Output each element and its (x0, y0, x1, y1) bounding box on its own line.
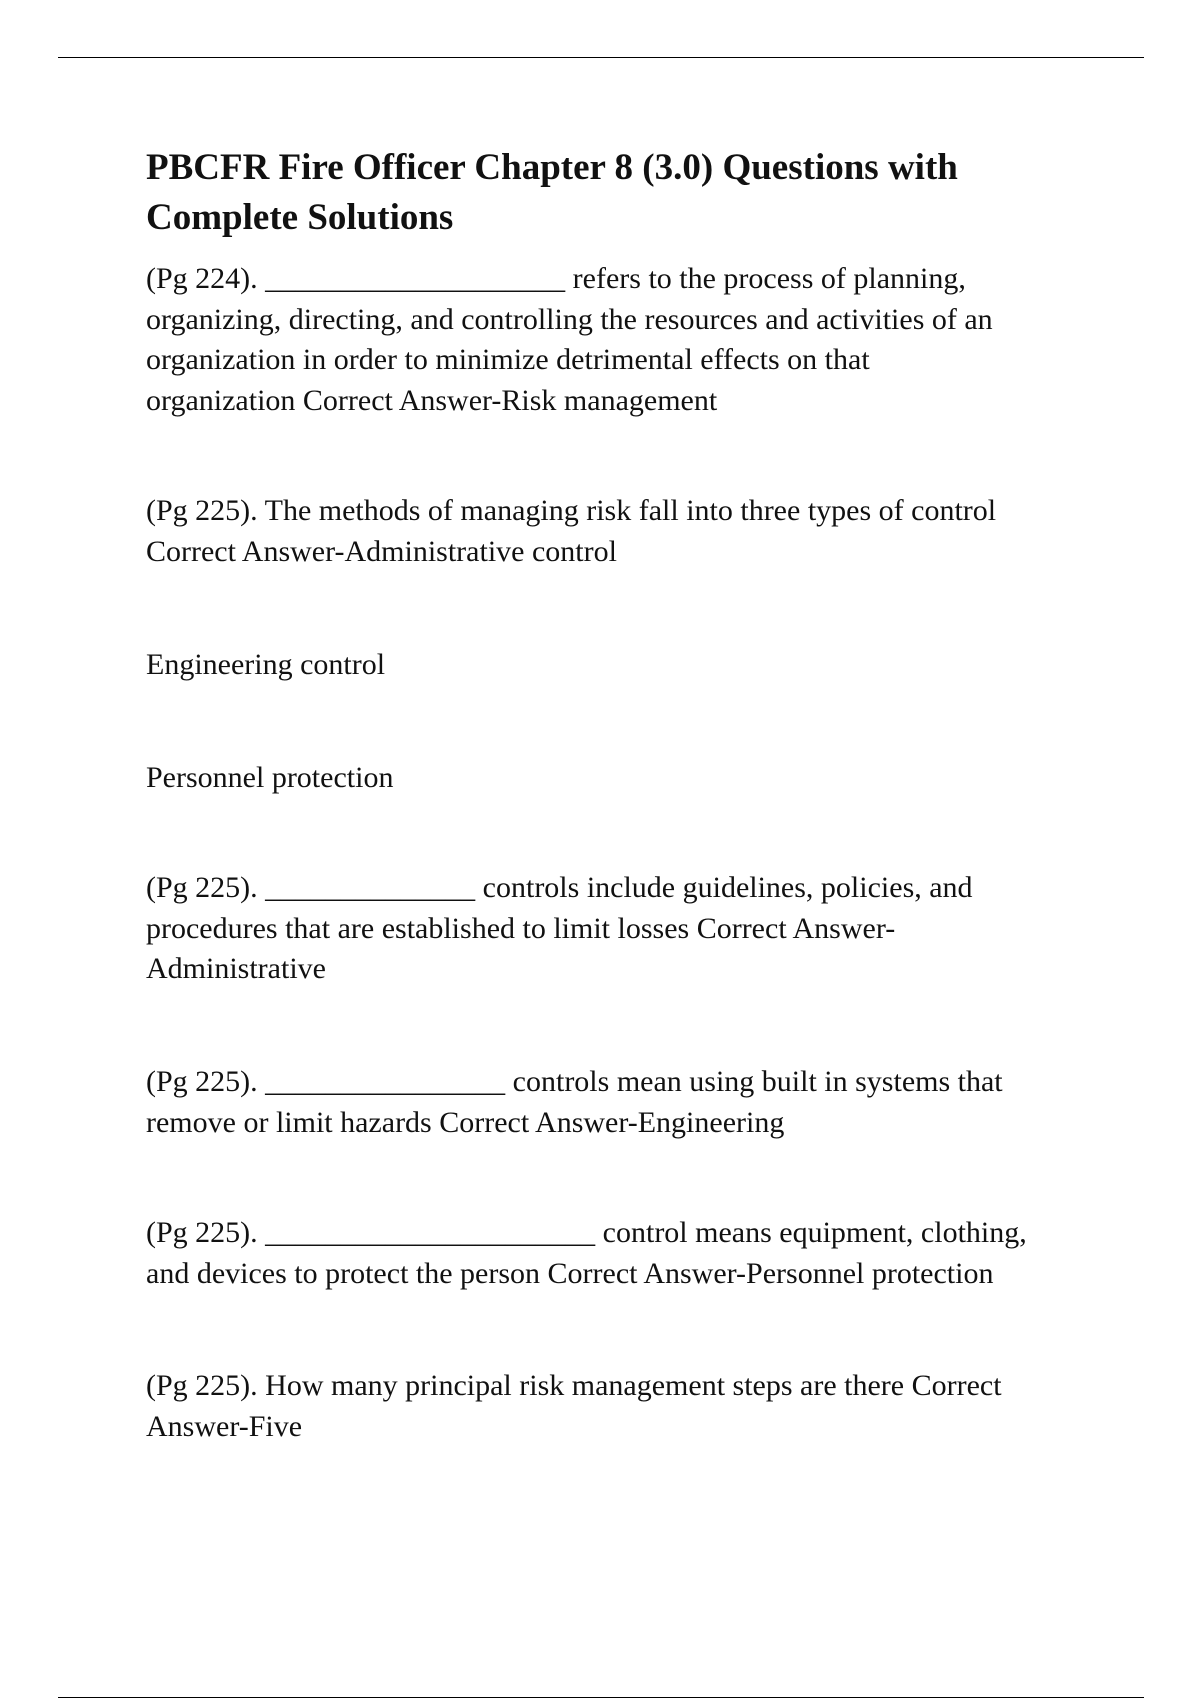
question-risk-management-steps: (Pg 225). How many principal risk management steps are there Correct Answer-Five (146, 1369, 1002, 1443)
question-engineering-controls: (Pg 225). ________________ controls mean using built in systems that remove or limit hazards Correct Answer-Engineering (146, 1065, 1003, 1139)
question-personnel-protection-control: (Pg 225). ______________________ control means equipment, clothing, and devices to protect the person Correct Answer-Personnel protection (146, 1216, 1027, 1290)
top-divider (58, 57, 1144, 58)
question-administrative-controls: (Pg 225). ______________ controls include guidelines, policies, and procedures that are established to limit losses Correct Answer- Administrative (146, 871, 973, 985)
question-risk-management: (Pg 224). ____________________ refers to the process of planning, organizing, directing, and controlling the resources and activities of an organization in order to minimize detrimental effects on that organization Correct Answer-Risk management (146, 262, 993, 417)
document-title: PBCFR Fire Officer Chapter 8 (3.0) Questions with Complete Solutions (146, 147, 958, 238)
question-risk-control-types: (Pg 225). The methods of managing risk fall into three types of control Correct Answer-Administrative control (146, 494, 997, 568)
bottom-divider (58, 1697, 1144, 1698)
answer-personnel-protection: Personnel protection (146, 761, 394, 794)
answer-engineering-control: Engineering control (146, 648, 386, 681)
